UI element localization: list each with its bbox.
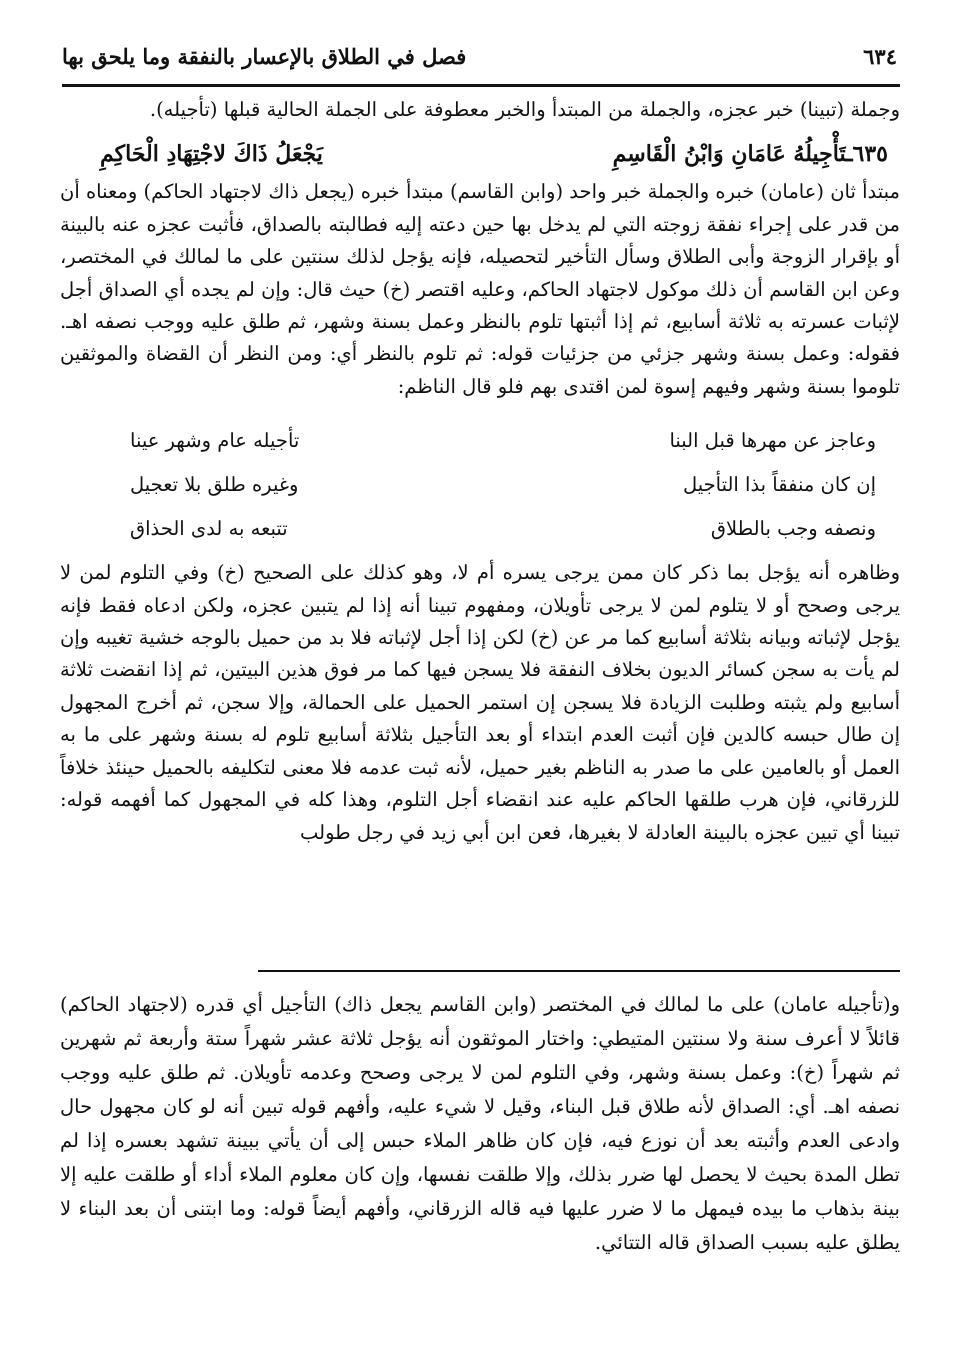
poem-hemistich-left: وغيره طلق بلا تعجيل [130, 473, 299, 497]
main-text [60, 94, 900, 849]
footnote [60, 988, 900, 1260]
page-header [62, 36, 897, 76]
verse-heading [60, 132, 900, 176]
header-divider [62, 84, 900, 87]
verse-first-half-text: تَأْجِيلُهُ عَامَانِ وَابْنُ الْقَاسِمِ [612, 141, 847, 168]
poem-hemistich-left: تتبعه به لدى الحذاق [130, 517, 288, 541]
verse-number: ٦٣٥ـ [846, 141, 888, 168]
poem-hemistich-right: وعاجز عن مهرها قبل البنا [669, 429, 876, 453]
commentary-paragraph-1: مبتدأ ثان (عامان) خبره والجملة خبر واحد (وابن القاسم) مبتدأ خبره (يجعل ذاك لاجتهاد الحاكم) ومعناه أن من قدر على إجراء نفقة زوجته التي لم يدخل بها حين دعته إليه فطالبته بالصداق، فأثبت عجزه عنه بالبينة أو بإقرار الزوجة وأبى الطلاق وسأل التأخير لتحصيله، فإنه يؤجل لذلك سنتين على ما لمالك في المختصر، وعن ابن القاسم أن ذلك موكول لاجتهاد الحاكم، وعليه اقتصر (خ) حيث قال: وإن لم يجده أي الصداق أجل لإثبات عسرته به ثلاثة أسابيع، ثم إذا أثبتها تلوم بالنظر وعمل بسنة وشهر، ثم طلق عليه ووجب نصفه اهـ. فقوله: وعمل بسنة وشهر جزئي من جزئيات قوله: ثم تلوم بالنظر أي: ومن النظر أن القضاة والموثقين تلوموا بسنة وشهر وفيهم إسوة لمن اقتدى بهم فلو قال الناظم: [60, 180, 900, 398]
poem-hemistich-left: تأجيله عام وشهر عينا [130, 429, 300, 453]
footnote-divider [258, 970, 900, 972]
poem-hemistich-right: ونصفه وجب بالطلاق [710, 517, 876, 541]
poem-line [60, 419, 900, 463]
footnote-text: و(تأجيله عامان) على ما لمالك في المختصر (وابن القاسم يجعل ذاك) التأجيل أي قدره (لاجتهاد الحاكم) قائلاً لا أعرف سنة ولا سنتين المتيطي: واختار الموثقون أنه يؤجل ثلاثة عشر شهراً ستة وأربعة ثم شهرين ثم شهراً (خ): وعمل بسنة وشهر، وفي التلوم لمن لا يرجى وصحح وعدمه تأويلان. ثم طلق عليه ووجب نصفه اهـ. أي: الصداق لأنه طلاق قبل البناء، وقيل لا شيء عليه، وأفهم قوله تبين أنه لو كان مجهول حال وادعى العدم وأثبته بعد أن نوزع فيه، فإن كان ظاهر الملاء حبس إلى أن يأتي ببينة تشهد بعسره إذا لم تطل المدة بحيث لا يحصل لها ضرر بذلك، وإلا طلقت نفسها، وإن كان معلوم الملاء أداء أو طلقت عليه إلا بينة بذهاب ما بيده فيمهل ما لا ضرر عليها فيه قاله الزرقاني، وأفهم أيضاً قوله: وما ابتنى أن بعد البناء لا يطلق عليه بسبب الصداق قاله التتائي. [60, 993, 900, 1254]
page-number: ٦٣٤ [863, 43, 897, 69]
poem-hemistich-right: إن كان منفقاً بذا التأجيل [682, 473, 876, 497]
chapter-title: فصل في الطلاق بالإعسار بالنفقة وما يلحق بها [62, 43, 467, 69]
poem-line [60, 463, 900, 507]
intro-line: وجملة (تبينا) خبر عجزه، والجملة من المبتدأ والخبر معطوفة على الجملة الحالية قبلها (تأجيله). [149, 98, 900, 121]
commentary-paragraph-2: وظاهره أنه يؤجل بما ذكر كان ممن يرجى يسره أم لا، وهو كذلك على الصحيح (خ) وفي التلوم لمن لا يرجى وصحح أو لا يتلوم لمن لا يرجى تأويلان، ومفهوم تبينا أنه إذا لم يتبين عجزه، ولكن ادعاه فقط فإنه يؤجل لإثباته وبيانه بثلاثة أسابيع كما مر عن (خ) لكن إذا أجل لإثباته فلا بد من حميل بالوجه خشية تغيبه وإن لم يأت به سجن كسائر الديون بخلاف النفقة فلا يسجن فيها كما مر فوق هذين البيتين، ثم إذا انقضت ثلاثة أسابيع ولم يثبته وطلبت الزيادة فلا يسجن إن استمر الحميل على الحمالة، وإلا سجن، ثم أخرج المجهول إن طال حبسه كالدين فإن أثبت العدم ابتداء أو بعد التأجيل بثلاثة أسابيع تلوم له بسنة وشهر على ما به العمل أو بالعامين على ما صدر به الناظم بغير حميل، لأنه ثبت عدمه فلا معنى لتكليفه بالحميل حينئذ خلافاً للزرقاني، فإن هرب طلقها الحاكم عليه عند انقضاء أجل التلوم، وهذا كله في المجهول كما أفهمه قوله: تبينا أي تبين عجزه بالبينة العادلة لا بغيرها، فعن ابن أبي زيد في رجل طولب [60, 561, 900, 844]
poem [60, 419, 900, 551]
poem-line [60, 507, 900, 551]
verse-first-half [613, 132, 888, 176]
verse-second-half: يَجْعَلُ ذَاكَ لاجْتِهَادِ الْحَاكِمِ [100, 141, 323, 168]
